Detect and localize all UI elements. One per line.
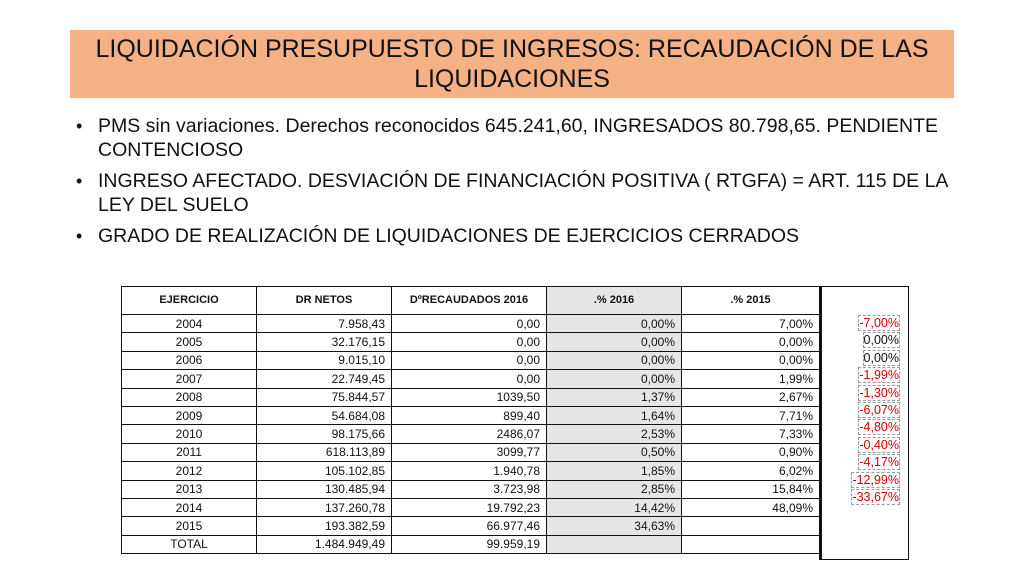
cell-pct-2016: 1,37% [547,388,682,406]
cell-recaudados: 1039,50 [392,388,547,406]
difference-cell [822,454,908,471]
difference-value: -1,99% [859,368,899,383]
table-row [122,462,820,480]
difference-header [822,287,908,315]
cell-dr-netos: 9.015,10 [257,351,392,369]
difference-cell [822,332,908,349]
bullet-dot-icon: • [76,171,83,191]
cell-ejercicio: 2013 [122,480,257,498]
cell-recaudados: 0,00 [392,351,547,369]
bullet-dot-icon: • [76,226,83,246]
cell-pct-2015: 7,00% [682,315,820,333]
cell-pct-2016: 2,85% [547,480,682,498]
cell-pct-2016: 1,64% [547,406,682,424]
difference-cell [822,437,908,454]
cell-ejercicio: 2008 [122,388,257,406]
difference-cell [822,350,908,367]
difference-value: -33,67% [852,489,899,504]
cell-ejercicio: 2007 [122,370,257,388]
cell-ejercicio: 2011 [122,443,257,461]
cell-recaudados: 0,00 [392,315,547,333]
cell-pct-2015: 7,33% [682,425,820,443]
bullet-item [76,169,956,217]
bullet-text: GRADO DE REALIZACIÓN DE LIQUIDACIONES DE EJERCICIOS CERRADOS [98,225,800,247]
header-pct-2016: .% 2016 [547,287,682,315]
cell-recaudados: 0,00 [392,333,547,351]
cell-recaudados: 3099,77 [392,443,547,461]
spreadsheet-image [121,286,909,560]
cell-pct-2015: 48,09% [682,498,820,516]
bullet-text: INGRESO AFECTADO. DESVIACIÓN DE FINANCIACIÓN POSITIVA ( RTGFA) = ART. 115 DE LA LEY DEL SUELO [98,170,948,216]
bullet-item [76,224,956,248]
difference-cell [822,385,908,402]
difference-value: 0,00% [863,333,899,348]
cell-pct-2015 [682,517,820,535]
cell-ejercicio: 2005 [122,333,257,351]
difference-cell [822,524,908,541]
difference-value: -0,40% [859,437,899,452]
cell-pct-2015: 7,71% [682,406,820,424]
bullet-dot-icon: • [76,116,83,136]
cell-pct-2016: 1,85% [547,462,682,480]
difference-value: -6,07% [859,402,899,417]
cell-recaudados: 99.959,19 [392,535,547,553]
bullet-list [76,114,956,255]
cell-pct-2015: 15,84% [682,480,820,498]
cell-ejercicio: TOTAL [122,535,257,553]
cell-recaudados: 19.792,23 [392,498,547,516]
cell-ejercicio: 2006 [122,351,257,369]
cell-recaudados: 899,40 [392,406,547,424]
header-recaudados: DºRECAUDADOS 2016 [392,287,547,315]
cell-pct-2016: 14,42% [547,498,682,516]
difference-cell [822,506,908,523]
table-row [122,425,820,443]
cell-recaudados: 3.723,98 [392,480,547,498]
difference-cell [822,402,908,419]
cell-pct-2015 [682,535,820,553]
cell-ejercicio: 2010 [122,425,257,443]
difference-value: -4,80% [859,420,899,435]
difference-value: -12,99% [852,472,899,487]
cell-recaudados: 0,00 [392,370,547,388]
cell-pct-2016 [547,535,682,553]
table-row [122,315,820,333]
difference-value: -1,30% [859,385,899,400]
cell-recaudados: 1.940,78 [392,462,547,480]
header-dr-netos: DR NETOS [257,287,392,315]
difference-cell [822,419,908,436]
title-banner [70,30,954,98]
header-ejercicio: EJERCICIO [122,287,257,315]
cell-dr-netos: 7.958,43 [257,315,392,333]
table-row [122,370,820,388]
difference-value: -7,00% [859,316,899,330]
header-pct-2015: .% 2015 [682,287,820,315]
difference-cell [822,367,908,384]
bullet-item [76,114,956,162]
cell-pct-2016: 2,53% [547,425,682,443]
cell-pct-2016: 0,00% [547,333,682,351]
table-row [122,535,820,553]
cell-recaudados: 66.977,46 [392,517,547,535]
table-row [122,517,820,535]
cell-dr-netos: 75.844,57 [257,388,392,406]
cell-pct-2016: 0,00% [547,370,682,388]
cell-dr-netos: 32.176,15 [257,333,392,351]
cell-ejercicio: 2009 [122,406,257,424]
table-row [122,333,820,351]
cell-pct-2015: 1,99% [682,370,820,388]
cell-pct-2016: 34,63% [547,517,682,535]
cell-pct-2016: 0,00% [547,351,682,369]
table-row [122,498,820,516]
cell-pct-2016: 0,00% [547,315,682,333]
table-header-row [122,287,820,315]
difference-value: -4,17% [859,455,899,470]
cell-ejercicio: 2004 [122,315,257,333]
table-row [122,388,820,406]
difference-cell [822,472,908,489]
bullet-text: PMS sin variaciones. Derechos reconocidos 645.241,60, INGRESADOS 80.798,65. PENDIENTE CONTENCIOSO [98,115,938,161]
table-row [122,351,820,369]
cell-dr-netos: 130.485,94 [257,480,392,498]
cell-pct-2015: 0,90% [682,443,820,461]
cell-dr-netos: 1.484.949,49 [257,535,392,553]
cell-pct-2015: 0,00% [682,351,820,369]
slide-title: LIQUIDACIÓN PRESUPUESTO DE INGRESOS: RECAUDACIÓN DE LAS LIQUIDACIONES [95,35,929,93]
cell-dr-netos: 54.684,08 [257,406,392,424]
cell-ejercicio: 2015 [122,517,257,535]
cell-recaudados: 2486,07 [392,425,547,443]
cell-dr-netos: 98.175,66 [257,425,392,443]
table-row [122,443,820,461]
difference-cell [822,315,908,332]
cell-pct-2015: 2,67% [682,388,820,406]
table-row [122,480,820,498]
cell-dr-netos: 22.749,45 [257,370,392,388]
difference-column [819,286,909,560]
cell-ejercicio: 2012 [122,462,257,480]
cell-dr-netos: 105.102,85 [257,462,392,480]
table-row [122,406,820,424]
liquidations-table [121,286,820,554]
difference-cell [822,489,908,506]
cell-pct-2016: 0,50% [547,443,682,461]
cell-ejercicio: 2014 [122,498,257,516]
cell-dr-netos: 618.113,89 [257,443,392,461]
cell-pct-2015: 0,00% [682,333,820,351]
cell-pct-2015: 6,02% [682,462,820,480]
cell-dr-netos: 193.382,59 [257,517,392,535]
cell-dr-netos: 137.260,78 [257,498,392,516]
difference-value: 0,00% [863,350,899,365]
